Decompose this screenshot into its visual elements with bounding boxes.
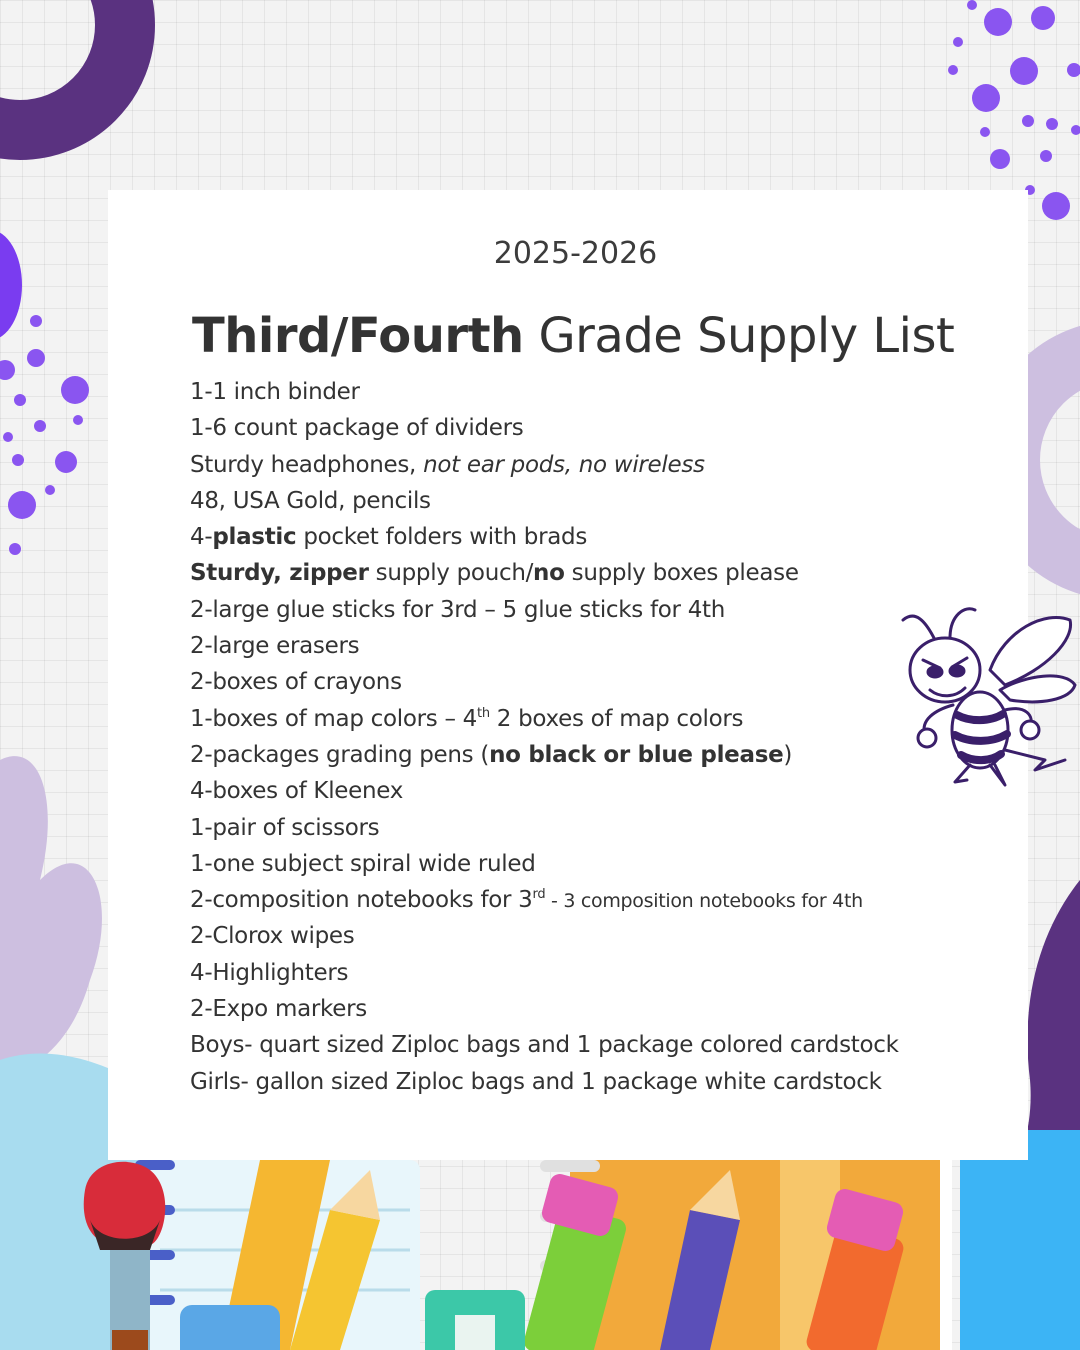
list-item: 2-Expo markers [190, 996, 367, 1023]
list-item: Sturdy headphones, not ear pods, no wireless [190, 451, 705, 478]
list-item: Sturdy, zipper supply pouch/no supply boxes please [190, 560, 799, 587]
list-item: 4-plastic pocket folders with brads [190, 524, 588, 551]
purple-ring-shape [0, 0, 125, 130]
list-item: 2-packages grading pens (no black or blue please) [190, 741, 793, 768]
list-item: 1-pair of scissors [190, 814, 380, 841]
list-item: 4-Highlighters [190, 959, 349, 986]
list-item: 48, USA Gold, pencils [190, 487, 431, 514]
list-item: 1-one subject spiral wide ruled [190, 850, 536, 877]
list-item: 2-large erasers [190, 633, 360, 660]
supply-list-card [108, 190, 1028, 1160]
title-rest: Grade Supply List [523, 308, 955, 364]
supply-list [190, 374, 899, 1100]
list-item: Girls- gallon sized Ziploc bags and 1 package white cardstock [190, 1068, 882, 1095]
list-item: 2-Clorox wipes [190, 923, 355, 950]
list-item: 2-composition notebooks for 3rd - 3 composition notebooks for 4th [190, 887, 863, 914]
list-item: Boys- quart sized Ziploc bags and 1 package colored cardstock [190, 1032, 899, 1059]
list-item: 1-1 inch binder [190, 379, 360, 405]
purple-blob-shape [0, 230, 22, 340]
list-item: 1-6 count package of dividers [190, 415, 524, 442]
purple-dots-right [948, 0, 1080, 220]
list-item: 2-large glue sticks for 3rd – 5 glue sticks for 4th [190, 596, 726, 623]
list-item: 4-boxes of Kleenex [190, 778, 404, 805]
list-item: 1-boxes of map colors – 4th 2 boxes of map colors [190, 705, 744, 732]
purple-dots-left [0, 315, 89, 555]
page-title [192, 308, 954, 364]
list-item: 2-boxes of crayons [190, 669, 402, 696]
school-supplies-illustration [0, 1150, 1080, 1350]
hornet-mascot-icon [895, 600, 1080, 790]
title-grade: Third/Fourth [192, 308, 524, 364]
school-year: 2025-2026 [493, 236, 658, 271]
lavender-leaf-shape [0, 756, 102, 1080]
